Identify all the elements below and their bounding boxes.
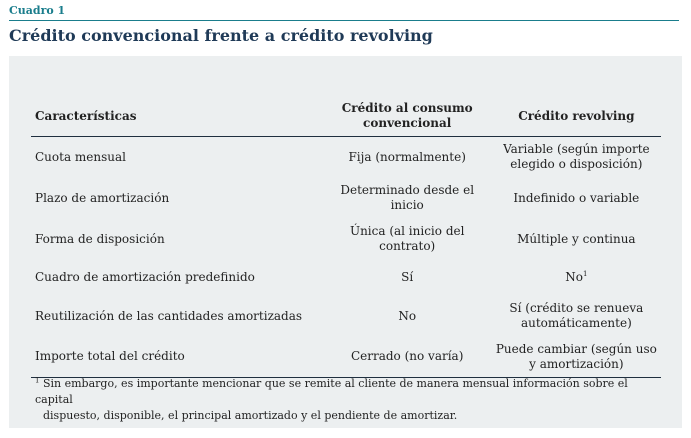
header-convencional: Crédito al consumo convencional: [323, 96, 492, 137]
footnote-mark: 1: [35, 376, 40, 385]
row-revolving: Puede cambiar (según uso y amortización): [492, 337, 661, 378]
row-convencional: Única (al inicio del contrato): [349, 224, 465, 253]
footnote-text-2: dispuesto, disponible, el principal amortizado y el pendiente de amortizar.: [43, 409, 458, 422]
table-row: [31, 337, 661, 378]
row-feature: Importe total del crédito: [31, 337, 323, 378]
table-row: [31, 137, 661, 178]
row-revolving: Múltiple y continua: [517, 231, 636, 246]
table-row: [31, 178, 661, 219]
table-panel: [9, 56, 682, 428]
row-revolving: [492, 260, 661, 296]
row-revolving: Indefinido o variable: [513, 190, 640, 205]
table-label: Cuadro 1: [9, 4, 66, 17]
row-convencional: Fija (normalmente): [348, 149, 466, 164]
revolving-value: No: [565, 270, 583, 284]
table-row: [31, 296, 661, 337]
table-row: [31, 219, 661, 260]
row-feature: Forma de disposición: [35, 231, 165, 246]
footnote: [35, 376, 665, 424]
row-feature: Cuadro de amortización predefinido: [35, 270, 255, 284]
comparison-table: [31, 96, 661, 378]
row-revolving: Variable (según importe elegido o disposición): [503, 142, 650, 172]
footnote-ref: 1: [582, 270, 588, 278]
row-convencional: No: [398, 308, 417, 323]
header-revolving: Crédito revolving: [492, 96, 661, 137]
header-row: [31, 96, 661, 137]
table-title: Crédito convencional frente a crédito revolving: [9, 26, 433, 45]
footnote-line-1: [35, 376, 665, 408]
row-feature: Plazo de amortización: [35, 190, 170, 205]
row-revolving: Sí (crédito se renueva automáticamente): [509, 301, 644, 330]
row-feature: Reutilización de las cantidades amortizadas: [35, 308, 303, 323]
row-feature: Cuota mensual: [35, 149, 127, 164]
footnote-text-1: Sin embargo, es importante mencionar que se remite al cliente de manera mensual información sobre el capital: [35, 377, 628, 406]
table-row: [31, 260, 661, 296]
row-convencional: Determinado desde el inicio: [340, 183, 475, 212]
header-caracteristicas: Características: [31, 96, 323, 137]
title-rule: [9, 20, 679, 21]
row-convencional: Sí: [401, 270, 414, 284]
row-convencional: Cerrado (no varía): [323, 337, 492, 378]
